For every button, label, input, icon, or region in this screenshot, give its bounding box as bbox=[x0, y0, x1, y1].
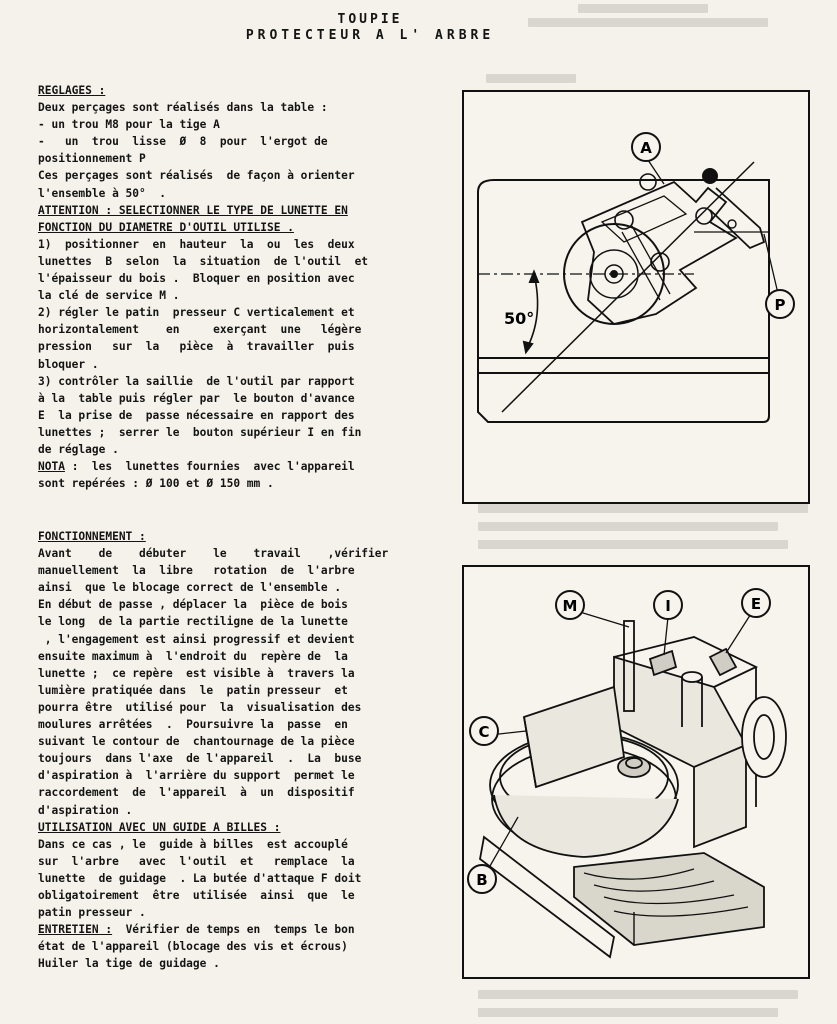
callout-p: P bbox=[774, 296, 786, 314]
nota-line bbox=[38, 458, 460, 475]
step-line: l'épaisseur du bois . Bloquer en position avec bbox=[38, 272, 355, 286]
angle-label: 50° bbox=[504, 309, 535, 328]
step-line: bloquer . bbox=[38, 357, 99, 371]
step-line: de réglage . bbox=[38, 442, 119, 456]
callout-a: A bbox=[640, 139, 652, 157]
step-line: 3) contrôler la saillie de l'outil par rapport bbox=[38, 374, 355, 388]
reglages-line: positionnement P bbox=[38, 152, 146, 166]
fonctionnement-line: toujours dans l'axe de l'appareil . La buse bbox=[38, 752, 362, 766]
top-view-figure bbox=[462, 90, 810, 504]
perspective-figure bbox=[462, 565, 810, 979]
page-subtitle: PROTECTEUR A L' ARBRE bbox=[245, 28, 495, 43]
callout-b: B bbox=[476, 871, 488, 889]
attention-heading-line2: FONCTION DU DIAMETRE D'OUTIL UTILISE . bbox=[38, 220, 294, 234]
step-line: 1) positionner en hauteur la ou les deux bbox=[38, 237, 355, 251]
entretien-line: état de l'appareil (blocage des vis et écrous) bbox=[38, 940, 348, 954]
step-line: 2) régler le patin presseur C verticalement et bbox=[38, 306, 355, 320]
callout-c: C bbox=[478, 723, 490, 741]
fonctionnement-line: En début de passe , déplacer la pièce de bois bbox=[38, 598, 348, 612]
step-line: pression sur la pièce à travailler puis bbox=[38, 340, 355, 354]
fonctionnement-line: d'aspiration . bbox=[38, 803, 133, 817]
fonctionnement-line: ensuite maximum à l'endroit du repère de la bbox=[38, 649, 348, 663]
nota-text: : les lunettes fournies avec l'appareil bbox=[64, 460, 355, 474]
callout-e: E bbox=[750, 595, 762, 613]
step-line: horizontalement en exerçant une légère bbox=[38, 323, 362, 337]
fonctionnement-line: pourra être utilisé pour la visualisation des bbox=[38, 700, 362, 714]
step-line: la clé de service M . bbox=[38, 289, 180, 303]
utilisation-line: obligatoirement être utilisée ainsi que le bbox=[38, 888, 355, 902]
fonctionnement-line: Avant de débuter le travail ,vérifier bbox=[38, 547, 389, 561]
callout-i: I bbox=[665, 597, 671, 615]
fonctionnement-line: manuellement la libre rotation de l'arbre bbox=[38, 564, 355, 578]
reglages-heading: REGLAGES : bbox=[38, 84, 106, 97]
fonctionnement-line: d'aspiration à l'arrière du support permet le bbox=[38, 769, 355, 783]
utilisation-line: patin presseur . bbox=[38, 906, 146, 920]
fonctionnement-heading: FONCTIONNEMENT : bbox=[38, 530, 146, 543]
fonctionnement-line: le long de la partie rectiligne de la lunette bbox=[38, 615, 348, 629]
fonctionnement-line: lunette ; ce repère est visible à travers la bbox=[38, 666, 355, 680]
entretien-line bbox=[38, 921, 460, 938]
perspective-drawing bbox=[464, 567, 808, 977]
fonctionnement-line: ainsi que le blocage correct de l'ensemble . bbox=[38, 581, 342, 595]
utilisation-line: lunette de guidage . La butée d'attaque F doit bbox=[38, 871, 362, 885]
nota-line: sont repérées : Ø 100 et Ø 150 mm . bbox=[38, 477, 274, 491]
utilisation-heading: UTILISATION AVEC UN GUIDE A BILLES : bbox=[38, 820, 281, 834]
utilisation-line: Dans ce cas , le guide à billes est accouplé bbox=[38, 837, 348, 851]
reglages-line: - un trou M8 pour la tige A bbox=[38, 118, 220, 132]
step-line: E la prise de passe nécessaire en rapport des bbox=[38, 408, 355, 422]
step-line: lunettes ; serrer le bouton supérieur I en fin bbox=[38, 425, 362, 439]
callout-m: M bbox=[562, 597, 578, 615]
utilisation-line: sur l'arbre avec l'outil et remplace la bbox=[38, 854, 355, 868]
entretien-heading: ENTRETIEN : bbox=[38, 923, 113, 937]
attention-heading: ATTENTION : SELECTIONNER LE TYPE DE LUNETTE EN bbox=[38, 203, 348, 217]
step-line: lunettes B selon la situation de l'outil et bbox=[38, 254, 369, 268]
step-line: à la table puis régler par le bouton d'avance bbox=[38, 391, 355, 405]
fonctionnement-line: , l'engagement est ainsi progressif et devient bbox=[38, 632, 355, 646]
reglages-section bbox=[38, 82, 460, 492]
fonctionnement-line: moulures arrêtées . Poursuivre la passe en bbox=[38, 718, 348, 732]
entretien-text: Vérifier de temps en temps le bon bbox=[112, 923, 355, 937]
fonctionnement-line: suivant le contour de chantournage de la pièce bbox=[38, 735, 355, 749]
fonctionnement-line: lumière pratiquée dans le patin presseur et bbox=[38, 683, 348, 697]
top-view-drawing bbox=[464, 92, 808, 502]
reglages-line: - un trou lisse Ø 8 pour l'ergot de bbox=[38, 135, 328, 149]
fonctionnement-line: raccordement de l'appareil à un dispositif bbox=[38, 786, 355, 800]
nota-label: NOTA bbox=[38, 460, 65, 474]
entretien-line: Huiler la tige de guidage . bbox=[38, 957, 220, 971]
fonctionnement-section bbox=[38, 528, 460, 972]
page-title: TOUPIE bbox=[337, 12, 403, 27]
reglages-line: l'ensemble à 50° . bbox=[38, 186, 166, 200]
reglages-line: Deux perçages sont réalisés dans la table : bbox=[38, 101, 328, 115]
reglages-line: Ces perçages sont réalisés de façon à orienter bbox=[38, 169, 355, 183]
